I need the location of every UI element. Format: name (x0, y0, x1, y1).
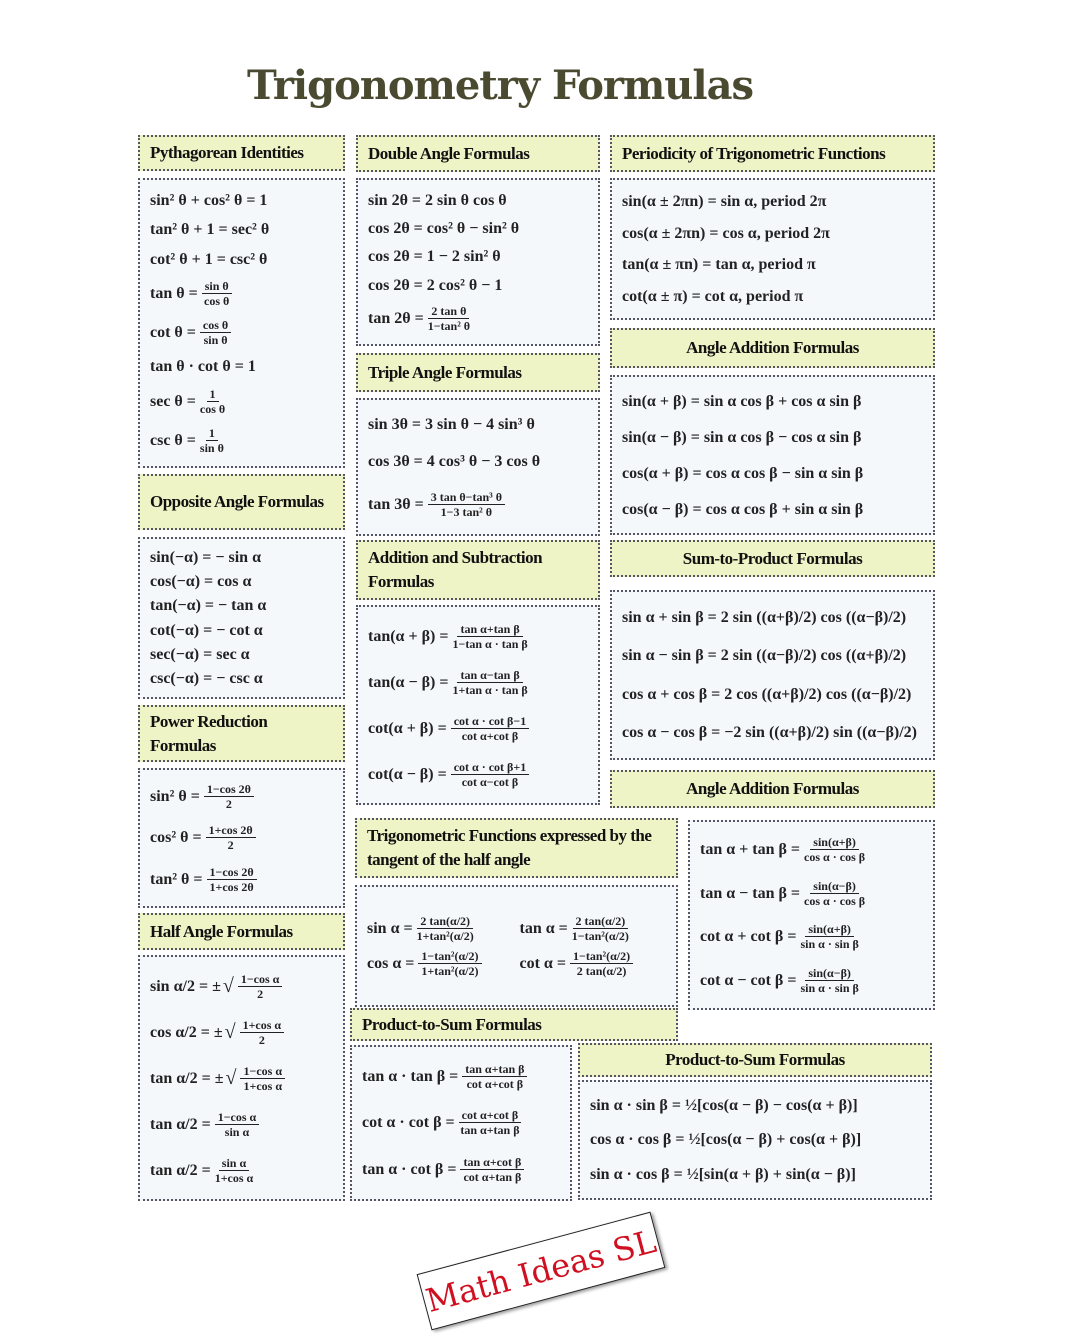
formula-grid (367, 914, 666, 978)
formula-lhs: tan α/2 = (150, 1161, 211, 1179)
formula (622, 392, 923, 411)
denominator: 2 (258, 1032, 265, 1047)
formula (368, 668, 588, 697)
section-header-pyth: Pythagorean Identities (138, 135, 345, 171)
section-header-period: Periodicity of Trigonometric Functions (610, 135, 935, 172)
denominator: 2 tan(α/2) (576, 964, 627, 978)
formula (367, 949, 514, 978)
fraction (238, 972, 283, 1001)
formula (368, 191, 588, 210)
denominator: cos α · cos β (804, 893, 866, 908)
section-body-angadd (610, 375, 935, 535)
denominator: 1−tan² θ (427, 319, 471, 334)
formula (590, 1130, 920, 1149)
formula (150, 1110, 333, 1139)
numerator: 3 tan θ−tan³ θ (428, 490, 505, 505)
formula (150, 426, 333, 455)
denominator: 2 (257, 986, 264, 1001)
section-body-half (138, 955, 345, 1201)
formula (150, 220, 333, 239)
numerator: 1−cos α (240, 1064, 285, 1079)
formula (362, 1062, 560, 1091)
formula-text: sin α − sin β = 2 sin ((α−β)/2) cos ((α+β)/2) (622, 647, 907, 665)
section-header-halftan: Trigonometric Functions expressed by the tangent of the half angle (355, 818, 678, 878)
formula-lhs: tan 2θ = (368, 310, 424, 328)
formula (150, 1064, 333, 1093)
formula (590, 1165, 920, 1184)
fraction (459, 1108, 522, 1137)
fraction (202, 279, 232, 308)
fraction (460, 1155, 524, 1184)
section-body-sumprod (610, 590, 935, 760)
denominator: sin α · sin β (800, 937, 859, 952)
formula (150, 621, 333, 640)
formula (622, 608, 923, 627)
denominator: sin α (224, 1124, 250, 1139)
numerator: 1 (206, 426, 218, 441)
formula (590, 1096, 920, 1115)
fraction (451, 714, 530, 743)
numerator: 1 (207, 387, 219, 402)
formula-lhs: sin α = (367, 920, 413, 937)
formula-lhs: tan α = (519, 920, 568, 937)
fraction (207, 865, 257, 894)
section-header-prodsum2: Product-to-Sum Formulas (578, 1043, 932, 1077)
numerator: cot α · cot β−1 (451, 714, 530, 729)
formula (150, 782, 333, 811)
formula-text: cos(α − β) = cos α cos β + sin α sin β (622, 500, 864, 518)
section-body-opp (138, 537, 345, 699)
formula-lhs: sec θ = (150, 392, 196, 410)
fraction (200, 426, 224, 455)
numerator: tan α−tan β (457, 668, 522, 683)
formula (622, 646, 923, 665)
fraction (452, 622, 527, 651)
section-body-double (356, 178, 600, 346)
formula-lhs: cot(α − β) = (368, 765, 447, 783)
fraction (451, 760, 530, 789)
formula (368, 452, 588, 471)
fraction (200, 387, 225, 416)
formula-text: sin 2θ = 2 sin θ cos θ (368, 191, 507, 209)
formula-lhs: tan α − tan β = (700, 884, 801, 902)
denominator: 1+cos α (243, 1078, 283, 1093)
formula-text: tan(α ± πn) = tan α, period π (622, 256, 816, 274)
formula-text: cos α + cos β = 2 cos ((α+β)/2) cos ((α−β)/2) (622, 685, 912, 703)
formula-text: sin(α + β) = sin α cos β + cos α sin β (622, 392, 862, 410)
numerator: 1−cos α (215, 1110, 260, 1125)
numerator: tan α+cot β (460, 1155, 524, 1170)
formula-lhs: tan² θ = (150, 870, 203, 888)
formula (150, 823, 333, 852)
numerator: 2 tan(α/2) (417, 914, 473, 929)
section-body-pyth (138, 178, 345, 468)
sqrt-icon: √ (222, 974, 234, 997)
denominator: cos θ (204, 293, 230, 308)
denominator: cot α−cot β (461, 774, 519, 789)
section-header-half: Half Angle Formulas (138, 913, 345, 950)
fraction (428, 490, 505, 519)
numerator: tan α+tan β (457, 622, 522, 637)
denominator: sin θ (199, 440, 224, 455)
section-body-addsub (356, 605, 600, 805)
formula-text: sin α · sin β = ½[cos(α − β) − cos(α + β)] (590, 1096, 858, 1114)
formula (700, 966, 923, 995)
sqrt-icon: √ (225, 1066, 237, 1089)
formula-lhs: cos² θ = (150, 829, 202, 847)
formula (150, 669, 333, 688)
formula (368, 714, 588, 743)
numerator: 1−cos α (238, 972, 283, 987)
formula-lhs: cos α = (367, 955, 415, 972)
formula-text: cos α − cos β = −2 sin ((α+β)/2) sin ((α−β)/2) (622, 724, 917, 742)
formula-text: sin α · cos β = ½[sin(α + β) + sin(α − β)] (590, 1166, 856, 1184)
formula-text: cos(α + β) = cos α cos β − sin α sin β (622, 464, 864, 482)
formula-lhs: cos α/2 = ± (150, 1023, 223, 1041)
numerator: sin(α+β) (810, 835, 859, 850)
formula (520, 949, 667, 978)
formula (622, 428, 923, 447)
fraction (800, 966, 858, 995)
formula-lhs: cot θ = (150, 324, 196, 342)
fraction (452, 668, 527, 697)
formula (367, 914, 514, 943)
formula (622, 192, 923, 211)
formula (150, 318, 333, 347)
section-header-addsub: Addition and Subtraction Formulas (356, 540, 600, 600)
formula (368, 622, 588, 651)
formula-text: tan(−α) = − tan α (150, 597, 267, 615)
formula-text: cot(α ± π) = cot α, period π (622, 287, 804, 305)
numerator: sin(α+β) (805, 922, 854, 937)
sqrt-icon: √ (224, 1020, 236, 1043)
numerator: 1+cos 2θ (206, 823, 256, 838)
numerator: cot α · cot β+1 (451, 760, 530, 775)
fraction (215, 1110, 260, 1139)
denominator: sin α · sin β (800, 980, 859, 995)
numerator: 1+cos α (240, 1018, 285, 1033)
fraction (200, 318, 231, 347)
formula-text: sin² θ + cos² θ = 1 (150, 192, 268, 210)
section-body-triple (356, 398, 600, 536)
formula-lhs: tan α · tan β = (362, 1067, 459, 1085)
denominator: sin θ (203, 333, 228, 348)
formula-lhs: cot α · cot β = (362, 1114, 455, 1132)
formula-text: cos 2θ = cos² θ − sin² θ (368, 220, 520, 238)
formula-text: sin α + sin β = 2 sin ((α+β)/2) cos ((α−β)/2) (622, 608, 907, 626)
formula (520, 914, 667, 943)
formula-text: sin(−α) = − sin α (150, 548, 262, 566)
numerator: sin α (219, 1156, 249, 1171)
formula (700, 835, 923, 864)
fraction (215, 1156, 254, 1185)
formula (622, 287, 923, 306)
formula (622, 723, 923, 742)
numerator: cot α+cot β (459, 1108, 522, 1123)
section-body-power (138, 768, 345, 908)
section-header-double: Double Angle Formulas (356, 135, 600, 172)
formula-lhs: tan α/2 = ± (150, 1069, 224, 1087)
denominator: tan α+tan β (460, 1123, 520, 1138)
formula-text: cos 2θ = 2 cos² θ − 1 (368, 276, 503, 294)
formula (368, 304, 588, 333)
formula (700, 922, 923, 951)
formula (150, 865, 333, 894)
numerator: 1−tan²(α/2) (570, 949, 633, 964)
formula-lhs: cot α − cot β = (700, 971, 797, 989)
denominator: 1−tan α · tan β (452, 636, 528, 651)
numerator: 2 tan(α/2) (573, 914, 629, 929)
section-header-triple: Triple Angle Formulas (356, 353, 600, 392)
denominator: cot α+cot β (461, 728, 519, 743)
numerator: sin(α−β) (810, 879, 859, 894)
denominator: 1−tan²(α/2) (571, 929, 629, 943)
numerator: 2 tan θ (428, 304, 469, 319)
formula-text: cos(α ± 2πn) = cos α, period 2π (622, 224, 830, 242)
formula (150, 645, 333, 664)
formula (362, 1155, 560, 1184)
formula (150, 596, 333, 615)
denominator: 1−3 tan² θ (440, 504, 493, 519)
formula-lhs: cot α = (519, 955, 566, 972)
formula-text: cos 3θ = 4 cos³ θ − 3 cos θ (368, 453, 541, 471)
denominator: 2 (227, 838, 234, 853)
page-title: Trigonometry Formulas (246, 62, 754, 109)
denominator: cot α+cot β (466, 1076, 524, 1091)
formula (150, 279, 333, 308)
formula (622, 685, 923, 704)
formula-lhs: tan(α − β) = (368, 673, 449, 691)
fraction (240, 1064, 285, 1093)
formula-text: csc(−α) = − csc α (150, 670, 263, 688)
formula-lhs: sin α/2 = ± (150, 977, 221, 995)
denominator: 1+tan²(α/2) (421, 964, 479, 978)
formula-text: sin(α − β) = sin α cos β − cos α sin β (622, 428, 862, 446)
denominator: cos θ (199, 401, 226, 416)
formula-text: sec(−α) = sec α (150, 645, 250, 663)
formula (700, 879, 923, 908)
numerator: 1−tan²(α/2) (418, 949, 481, 964)
formula-lhs: tan α + tan β = (700, 841, 801, 859)
formula (150, 191, 333, 210)
formula (150, 1156, 333, 1185)
formula (368, 276, 588, 295)
formula (622, 255, 923, 274)
formula-lhs: tan α/2 = (150, 1115, 211, 1133)
formula-text: cot² θ + 1 = csc² θ (150, 250, 268, 268)
formula (368, 760, 588, 789)
formula (150, 387, 333, 416)
formula-lhs: sin² θ = (150, 788, 200, 806)
formula-text: cos α · cos β = ½[cos(α − β) + cos(α + β)] (590, 1131, 862, 1149)
section-body-prodsum2 (578, 1080, 932, 1200)
formula-text: cos 2θ = 1 − 2 sin² θ (368, 248, 501, 266)
formula (150, 548, 333, 567)
fraction (804, 879, 865, 908)
denominator: 1+tan α · tan β (452, 682, 528, 697)
formula (150, 572, 333, 591)
fraction (240, 1018, 285, 1047)
formula (622, 464, 923, 483)
formula-lhs: csc θ = (150, 431, 196, 449)
fraction (204, 782, 254, 811)
formula (150, 250, 333, 269)
formula (150, 972, 333, 1001)
formula-lhs: cot α + cot β = (700, 928, 797, 946)
formula (368, 247, 588, 266)
numerator: 1−cos 2θ (207, 865, 257, 880)
denominator: 1+cos 2θ (209, 879, 254, 894)
formula (362, 1108, 560, 1137)
formula-lhs: tan 3θ = (368, 495, 424, 513)
denominator: cot α+tan β (463, 1170, 522, 1185)
fraction (804, 835, 865, 864)
denominator: 2 (225, 797, 232, 812)
denominator: cos α · cos β (804, 850, 866, 865)
formula-text: sin 3θ = 3 sin θ − 4 sin³ θ (368, 416, 535, 434)
formula-text: tan² θ + 1 = sec² θ (150, 221, 270, 239)
fraction (800, 922, 858, 951)
formula-text: cos(−α) = cos α (150, 572, 252, 590)
section-header-power: Power Reduction Formulas (138, 705, 345, 762)
section-body-prodsum1 (350, 1045, 572, 1201)
formula-lhs: tan θ = (150, 284, 198, 302)
fraction (572, 914, 629, 943)
fraction (417, 914, 474, 943)
denominator: 1+tan²(α/2) (416, 929, 474, 943)
section-body-period (610, 178, 935, 320)
numerator: sin θ (202, 279, 232, 294)
section-body-halftan (355, 885, 678, 1007)
section-header-prodsum1: Product-to-Sum Formulas (350, 1008, 678, 1041)
formula-lhs: tan α · cot β = (362, 1161, 457, 1179)
fraction (428, 304, 470, 333)
formula-text: sin(α ± 2πn) = sin α, period 2π (622, 193, 827, 211)
numerator: sin(α−β) (805, 966, 854, 981)
fraction (418, 949, 481, 978)
formula-text: tan θ · cot θ = 1 (150, 358, 256, 376)
fraction (206, 823, 256, 852)
section-body-angadd2 (688, 820, 935, 1010)
formula (368, 219, 588, 238)
formula (368, 415, 588, 434)
section-header-sumprod: Sum-to-Product Formulas (610, 540, 935, 577)
formula (622, 500, 923, 519)
denominator: 1+cos α (214, 1170, 254, 1185)
section-header-angadd: Angle Addition Formulas (610, 328, 935, 368)
section-header-opp: Opposite Angle Formulas (138, 474, 345, 530)
formula (150, 1018, 333, 1047)
numerator: tan α+tan β (462, 1062, 527, 1077)
watermark-stamp: Math Ideas SL (417, 1212, 666, 1331)
numerator: 1−cos 2θ (204, 782, 254, 797)
numerator: cos θ (200, 318, 231, 333)
formula (622, 224, 923, 243)
formula-lhs: tan(α + β) = (368, 627, 449, 645)
formula (368, 490, 588, 519)
fraction (462, 1062, 527, 1091)
formula-lhs: cot(α + β) = (368, 719, 447, 737)
fraction (570, 949, 633, 978)
formula (150, 357, 333, 376)
formula-text: cot(−α) = − cot α (150, 621, 263, 639)
section-header-angadd2: Angle Addition Formulas (610, 770, 935, 808)
